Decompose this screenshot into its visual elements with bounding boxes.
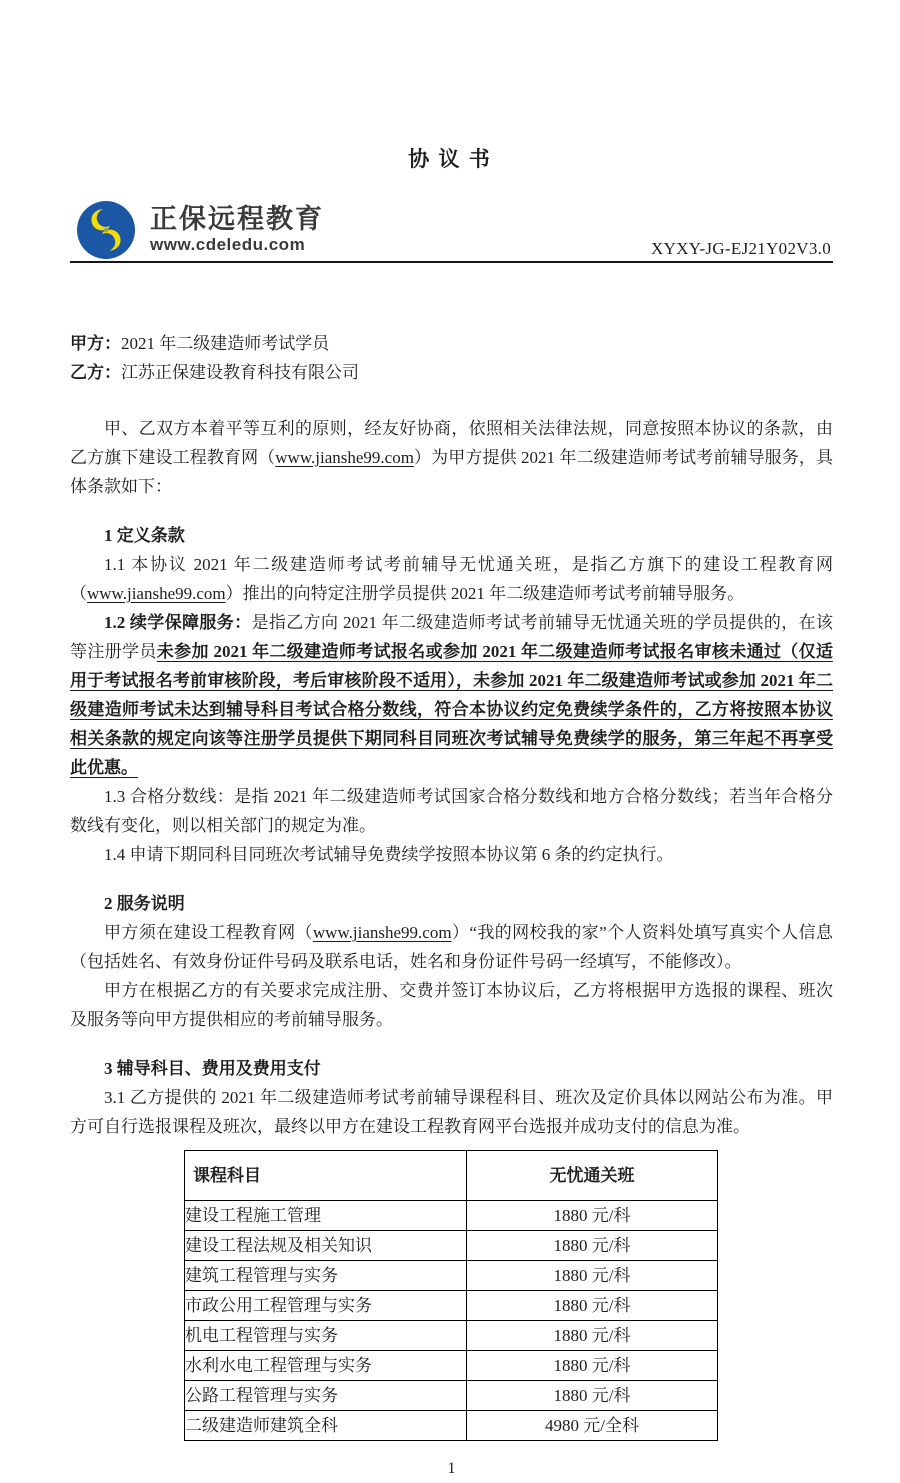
column-header-class: 无忧通关班 [467, 1151, 718, 1201]
party-b-value: 江苏正保建设教育科技有限公司 [121, 363, 359, 382]
party-b-line [70, 358, 833, 387]
clause-1-2-text: 是指乙方向 2021 年二级建造师考试考前辅导无忧通关班的学员提供的，在该等注册学员 [70, 613, 833, 661]
subject-cell: 机电工程管理与实务 [185, 1321, 467, 1351]
intro-paragraph [70, 414, 833, 501]
brand-url: www.cdeledu.com [150, 235, 306, 254]
clause-2-1 [70, 918, 833, 976]
table-row [185, 1201, 718, 1231]
clause-2-1-text-post: ）“我的网校我的家”个人资料处填写真实个人信息（包括姓名、有效身份证件号码及联系电话，姓名和身份证件号码一经填写，不能修改）。 [70, 923, 834, 971]
brand-name: 正保远程教育 [150, 204, 324, 234]
document-body [70, 325, 833, 1483]
price-cell: 1880 元/科 [467, 1381, 718, 1411]
price-cell: 1880 元/科 [467, 1201, 718, 1231]
subject-cell: 二级建造师建筑全科 [185, 1411, 467, 1441]
party-a-label: 甲方： [70, 334, 121, 353]
section-2-heading: 2 服务说明 [104, 894, 185, 913]
course-price-table [184, 1150, 718, 1441]
table-row [185, 1351, 718, 1381]
clause-1-2-underlined-terms: 未参加 2021 年二级建造师考试报名或参加 2021 年二级建造师考试报名审核未通过（仅适用于考试报名考前审核阶段，考后审核阶段不适用），未参加 2021 年二级建造师考试或参加 2021 年二级建造师考试未达到辅导科目考试合格分数线，符合本协议约定免费续学条件的，乙方将按照本协议相关条款的规定向该等注册学员提供下期同科目同班次考试辅导免费续学的服务，第三年起不再享受此优惠。 [70, 642, 834, 777]
parties-block [70, 329, 833, 387]
clause-1-1-text-pre: 1.1 本协议 2021 年二级建造师考试考前辅导无忧通关班，是指乙方旗下的建设工程教育网（ [70, 555, 833, 603]
table-row [185, 1381, 718, 1411]
page-number: 1 [447, 1460, 456, 1477]
subject-cell: 建设工程法规及相关知识 [185, 1231, 467, 1261]
subject-cell: 建设工程施工管理 [185, 1201, 467, 1231]
price-cell: 1880 元/科 [467, 1321, 718, 1351]
page-title: 协 议 书 [408, 147, 492, 171]
subject-cell: 公路工程管理与实务 [185, 1381, 467, 1411]
intro-text-pre: 甲、乙双方本着平等互利的原则，经友好协商，依照相关法律法规，同意按照本协议的条款，由乙方旗下建设工程教育网（ [70, 419, 833, 467]
price-cell: 1880 元/科 [467, 1291, 718, 1321]
table-row [185, 1231, 718, 1261]
clause-1-3: 1.3 合格分数线：是指 2021 年二级建造师考试国家合格分数线和地方合格分数线；若当年合格分数线有变化，则以相关部门的规定为准。 [70, 787, 833, 835]
clause-1-4: 1.4 申请下期同科目同班次考试辅导免费续学按照本协议第 6 条的约定执行。 [104, 845, 674, 864]
jianshe99-link[interactable]: www.jianshe99.com [275, 448, 414, 467]
party-b-label: 乙方： [70, 363, 121, 382]
column-header-subject: 课程科目 [185, 1151, 467, 1201]
section-3-heading: 3 辅导科目、费用及费用支付 [104, 1059, 321, 1078]
jianshe99-link[interactable]: www.jianshe99.com [87, 584, 226, 603]
clause-2-1-text-pre: 甲方须在建设工程教育网（ [104, 923, 313, 942]
clause-2-2: 甲方在根据乙方的有关要求完成注册、交费并签订本协议后，乙方将根据甲方选报的课程、班次及服务等向甲方提供相应的考前辅导服务。 [70, 981, 833, 1029]
table-row [185, 1291, 718, 1321]
table-row [185, 1411, 718, 1441]
party-a-value: 2021 年二级建造师考试学员 [121, 334, 330, 353]
price-cell: 1880 元/科 [467, 1261, 718, 1291]
table-row [185, 1321, 718, 1351]
clause-1-2 [70, 608, 833, 782]
clause-1-1 [70, 550, 833, 608]
document-code: XYXY-JG-EJ21Y02V3.0 [651, 239, 831, 258]
clause-1-2-lead: 1.2 续学保障服务： [104, 613, 252, 632]
price-cell: 1880 元/科 [467, 1231, 718, 1261]
price-cell: 1880 元/科 [467, 1351, 718, 1381]
subject-cell: 水利水电工程管理与实务 [185, 1351, 467, 1381]
brand-logo-icon [77, 201, 135, 259]
clause-1-1-text-post: ）推出的向特定注册学员提供 2021 年二级建造师考试考前辅导服务。 [225, 584, 745, 603]
brand-text-block [150, 203, 324, 255]
price-cell: 4980 元/全科 [467, 1411, 718, 1441]
clause-3-1: 3.1 乙方提供的 2021 年二级建造师考试考前辅导课程科目、班次及定价具体以网站公布为准。甲方可自行选报课程及班次，最终以甲方在建设工程教育网平台选报并成功支付的信息为准。 [70, 1088, 833, 1136]
table-row [185, 1261, 718, 1291]
jianshe99-link[interactable]: www.jianshe99.com [312, 923, 452, 942]
subject-cell: 建筑工程管理与实务 [185, 1261, 467, 1291]
party-a-line [70, 329, 833, 358]
table-header-row [185, 1151, 718, 1201]
section-1-heading: 1 定义条款 [104, 526, 185, 545]
intro-text-post: ）为甲方提供 2021 年二级建造师考试考前辅导服务，具体条款如下： [70, 448, 833, 496]
document-header [70, 143, 833, 263]
agreement-document-page [0, 143, 900, 1477]
subject-cell: 市政公用工程管理与实务 [185, 1291, 467, 1321]
